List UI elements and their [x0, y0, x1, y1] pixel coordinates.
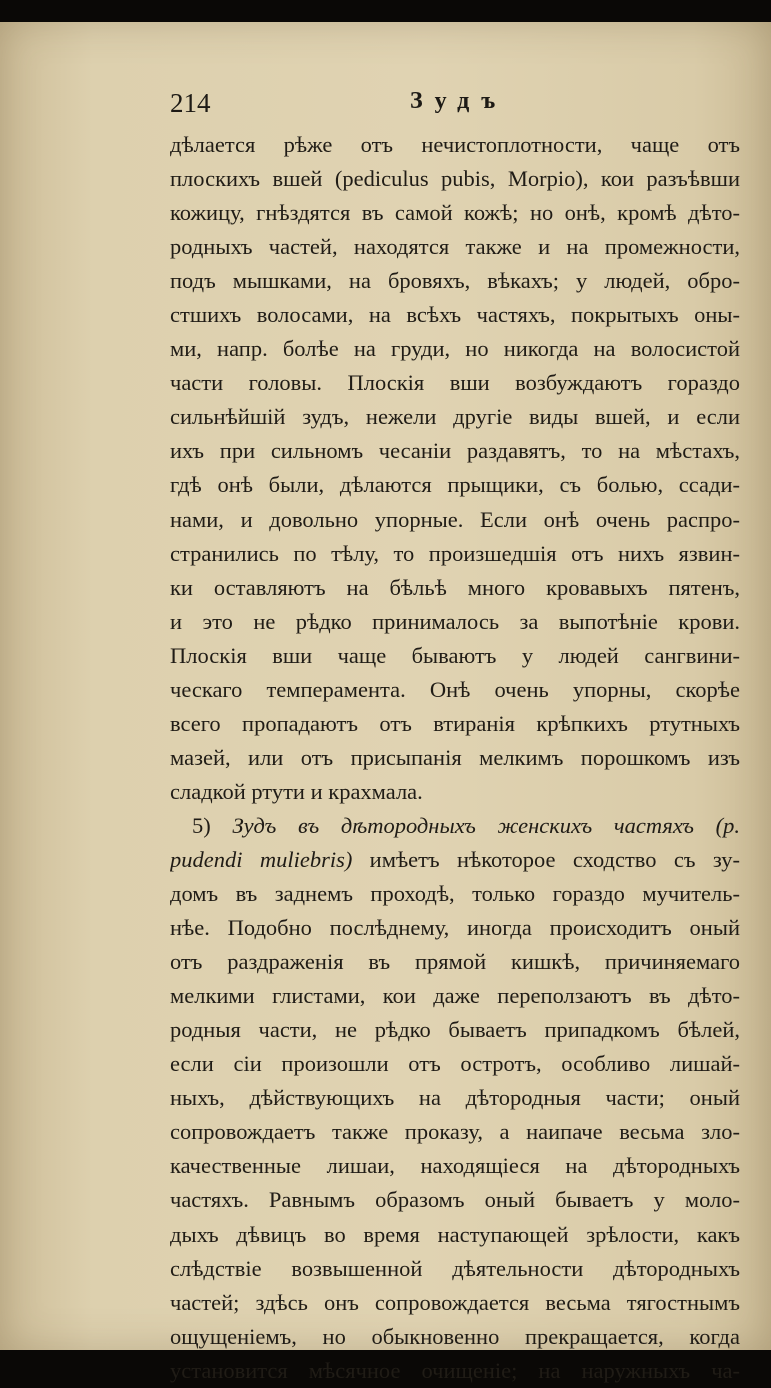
text-line: сильнѣйшій зудъ, нежели другіе виды вшей, и если [170, 404, 740, 430]
text-line: ми, напр. болѣе на груди, но никогда на волосистой [170, 336, 740, 362]
text-line: стшихъ волосами, на всѣхъ частяхъ, покрытыхъ оны- [170, 302, 740, 328]
text-line: и это не рѣдко принималось за выпотѣніе крови. [170, 608, 740, 634]
text-line: дѣлается рѣже отъ нечистоплотности, чаще отъ [170, 132, 740, 157]
text-line: ихъ при сильномъ чесаніи раздавятъ, то на мѣстахъ, [170, 438, 740, 464]
paragraph-italic-latin: pudendi muliebris) [170, 846, 353, 872]
text-line: родныхъ частей, находятся также и на промежности, [170, 234, 740, 260]
text-line: кожицу, гнѣздятся въ самой кожѣ; но онѣ, кромѣ дѣто- [170, 200, 740, 226]
text-line: нѣе. Подобно послѣднему, иногда происходитъ оный [170, 915, 740, 941]
running-title: Зудъ [410, 88, 508, 114]
text-line: мелкими глистами, кои даже переползаютъ въ дѣто- [170, 983, 740, 1009]
text-line: сладкой ртути и крахмала. [170, 778, 423, 804]
text-line: отъ раздраженія въ прямой кишкѣ, причиняемаго [170, 949, 740, 975]
paragraph-italic-heading: Зудъ въ дѣтородныхъ женскихъ частяхъ (p. [232, 812, 740, 838]
text-line: гдѣ онѣ были, дѣлаются прыщики, съ болью, ссади- [170, 472, 740, 498]
text-line: подъ мышками, на бровяхъ, вѣкахъ; у людей, обро- [170, 268, 740, 294]
paragraph-5-heading-line [170, 809, 740, 843]
page-header [170, 88, 740, 128]
text-line: сопровождаетъ также проказу, а наипаче весьма зло- [170, 1119, 740, 1145]
text-line: нами, и довольно упорные. Если онѣ очень распро- [170, 506, 740, 532]
text-line: домъ въ заднемъ проходѣ, только гораздо мучитель- [170, 881, 740, 907]
text-line: родныя части, не рѣдко бываетъ припадкомъ бѣлей, [170, 1017, 740, 1043]
text-line: частей; здѣсь онъ сопровождается весьма тягостнымъ [170, 1289, 740, 1315]
text-line: качественные лишаи, находящіеся на дѣтородныхъ [170, 1153, 740, 1179]
text-line: ки оставляютъ на бѣльѣ много кровавыхъ пятенъ, [170, 574, 740, 600]
text-line: если сіи произошли отъ остротъ, особливо лишай- [170, 1051, 740, 1077]
page-number: 214 [170, 88, 211, 118]
text-line: ныхъ, дѣйствующихъ на дѣтородныя части; оный [170, 1085, 740, 1111]
text-line: части головы. Плоскія вши возбуждаютъ гораздо [170, 370, 740, 396]
book-page [0, 22, 771, 1383]
paragraph-number: 5) [192, 812, 211, 838]
text-line: частяхъ. Равнымъ образомъ оный бываетъ у моло- [170, 1187, 740, 1213]
text-line: странились по тѣлу, то произшедшія отъ нихъ язвин- [170, 540, 740, 566]
text-line: всего пропадаютъ отъ втиранія крѣпкихъ ртутныхъ [170, 710, 740, 736]
text-line: Плоскія вши чаще бываютъ у людей сангвини- [170, 642, 740, 668]
body-text [170, 128, 740, 1388]
text-line: слѣдствіе возвышенной дѣятельности дѣтородныхъ [170, 1255, 740, 1281]
text-line: ческаго темперамента. Онѣ очень упорны, скорѣе [170, 676, 740, 702]
paragraph-5-line-2 [170, 843, 740, 877]
text-line: дыхъ дѣвицъ во время наступающей зрѣлости, какъ [170, 1221, 740, 1247]
text-line: ощущеніемъ, но обыкновенно прекращается, когда [170, 1323, 740, 1349]
text-line: мазей, или отъ присыпанія мелкимъ порошкомъ изъ [170, 744, 740, 770]
text-line: установится мѣсячное очищеніе; на наружныхъ ча- [170, 1357, 740, 1383]
text-fragment: имѣетъ нѣкоторое сходство съ зу- [369, 846, 740, 872]
text-line: плоскихъ вшей (pediculus pubis, Morpio), кои разъѣвши [170, 166, 740, 192]
